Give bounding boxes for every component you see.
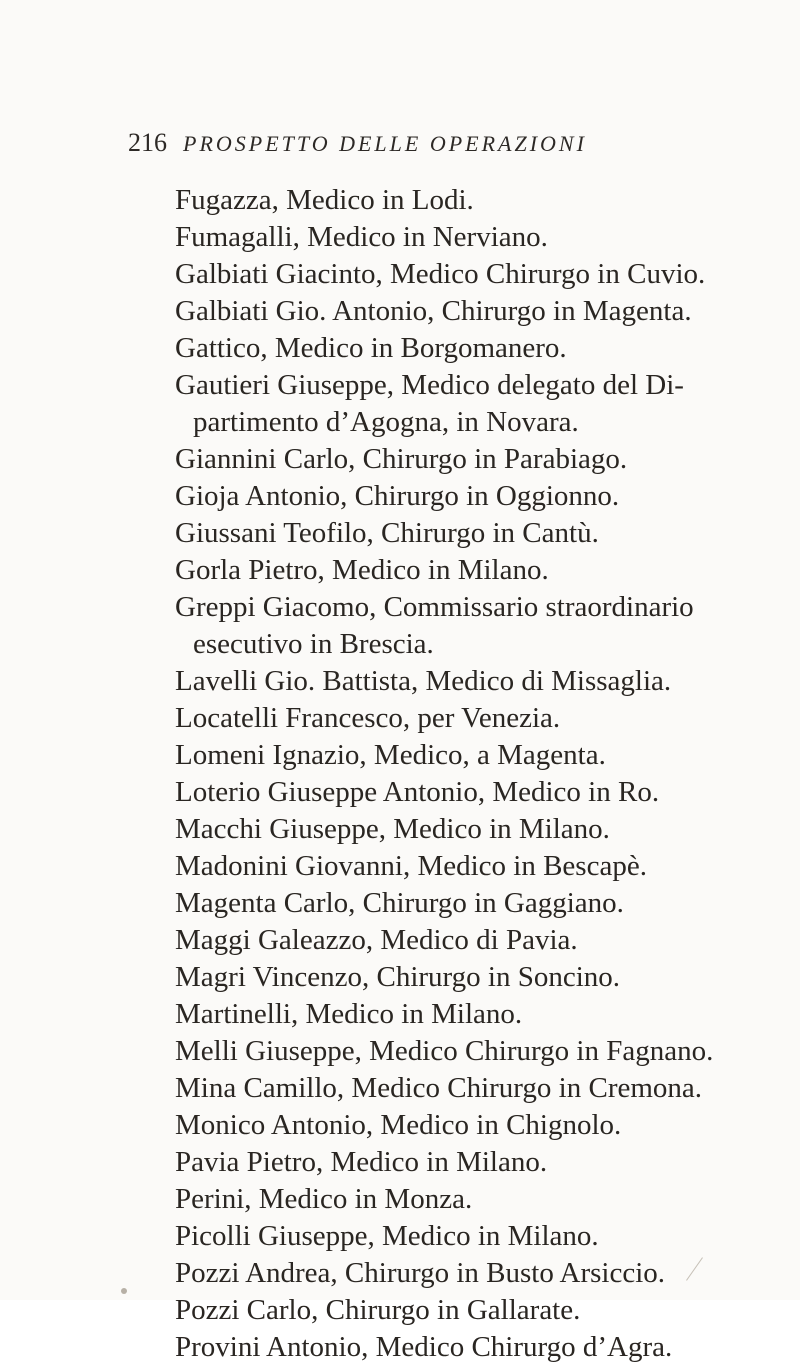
running-head: PROSPETTO DELLE OPERAZIONI — [183, 131, 587, 156]
list-item: Pozzi Andrea, Chirurgo in Busto Arsiccio. — [175, 1257, 665, 1289]
list-item: Pavia Pietro, Medico in Milano. — [175, 1146, 548, 1178]
list-item: Maggi Galeazzo, Medico di Pavia. — [175, 924, 578, 956]
list-item: Monico Antonio, Medico in Chignolo. — [175, 1109, 622, 1141]
list-item: Macchi Giuseppe, Medico in Milano. — [175, 813, 610, 845]
physician-list — [175, 182, 735, 1366]
list-item: Mina Camillo, Medico Chirurgo in Cremona. — [175, 1072, 703, 1104]
list-item: Loterio Giuseppe Antonio, Medico in Ro. — [175, 776, 660, 808]
page-header — [128, 128, 728, 168]
list-item: Fugazza, Medico in Lodi. — [175, 184, 474, 216]
list-item: Gioja Antonio, Chirurgo in Oggionno. — [175, 480, 620, 512]
list-item: Galbiati Gio. Antonio, Chirurgo in Magenta. — [175, 295, 692, 327]
list-item: Perini, Medico in Monza. — [175, 1183, 473, 1215]
ink-spot — [121, 1288, 127, 1294]
list-item: Martinelli, Medico in Milano. — [175, 998, 523, 1030]
list-item: Lavelli Gio. Battista, Medico di Missaglia. — [175, 665, 672, 697]
page-number: 216 — [128, 128, 167, 157]
list-item: Locatelli Francesco, per Venezia. — [175, 702, 561, 734]
list-item: Giussani Teofilo, Chirurgo in Cantù. — [175, 517, 599, 549]
list-item: Magri Vincenzo, Chirurgo in Soncino. — [175, 961, 621, 993]
list-item: Melli Giuseppe, Medico Chirurgo in Fagnano. — [175, 1035, 714, 1067]
list-item: Madonini Giovanni, Medico in Bescapè. — [175, 850, 647, 882]
list-item: Lomeni Ignazio, Medico, a Magenta. — [175, 739, 606, 771]
list-item: Giannini Carlo, Chirurgo in Parabiago. — [175, 443, 628, 475]
list-item: Greppi Giacomo, Commissario straordinario — [175, 591, 694, 623]
list-item-continuation: esecutivo in Brescia. — [193, 628, 434, 660]
list-item: Fumagalli, Medico in Nerviano. — [175, 221, 548, 253]
list-item-continuation: partimento d’Agogna, in Novara. — [193, 406, 579, 438]
list-item: Magenta Carlo, Chirurgo in Gaggiano. — [175, 887, 624, 919]
list-item: Pozzi Carlo, Chirurgo in Gallarate. — [175, 1294, 581, 1326]
list-item: Picolli Giuseppe, Medico in Milano. — [175, 1220, 599, 1252]
list-item: Gautieri Giuseppe, Medico delegato del Di- — [175, 369, 684, 401]
list-item: Gattico, Medico in Borgomanero. — [175, 332, 567, 364]
list-item: Galbiati Giacinto, Medico Chirurgo in Cuvio. — [175, 258, 706, 290]
list-item: Provini Antonio, Medico Chirurgo d’Agra. — [175, 1331, 673, 1363]
list-item: Gorla Pietro, Medico in Milano. — [175, 554, 549, 586]
